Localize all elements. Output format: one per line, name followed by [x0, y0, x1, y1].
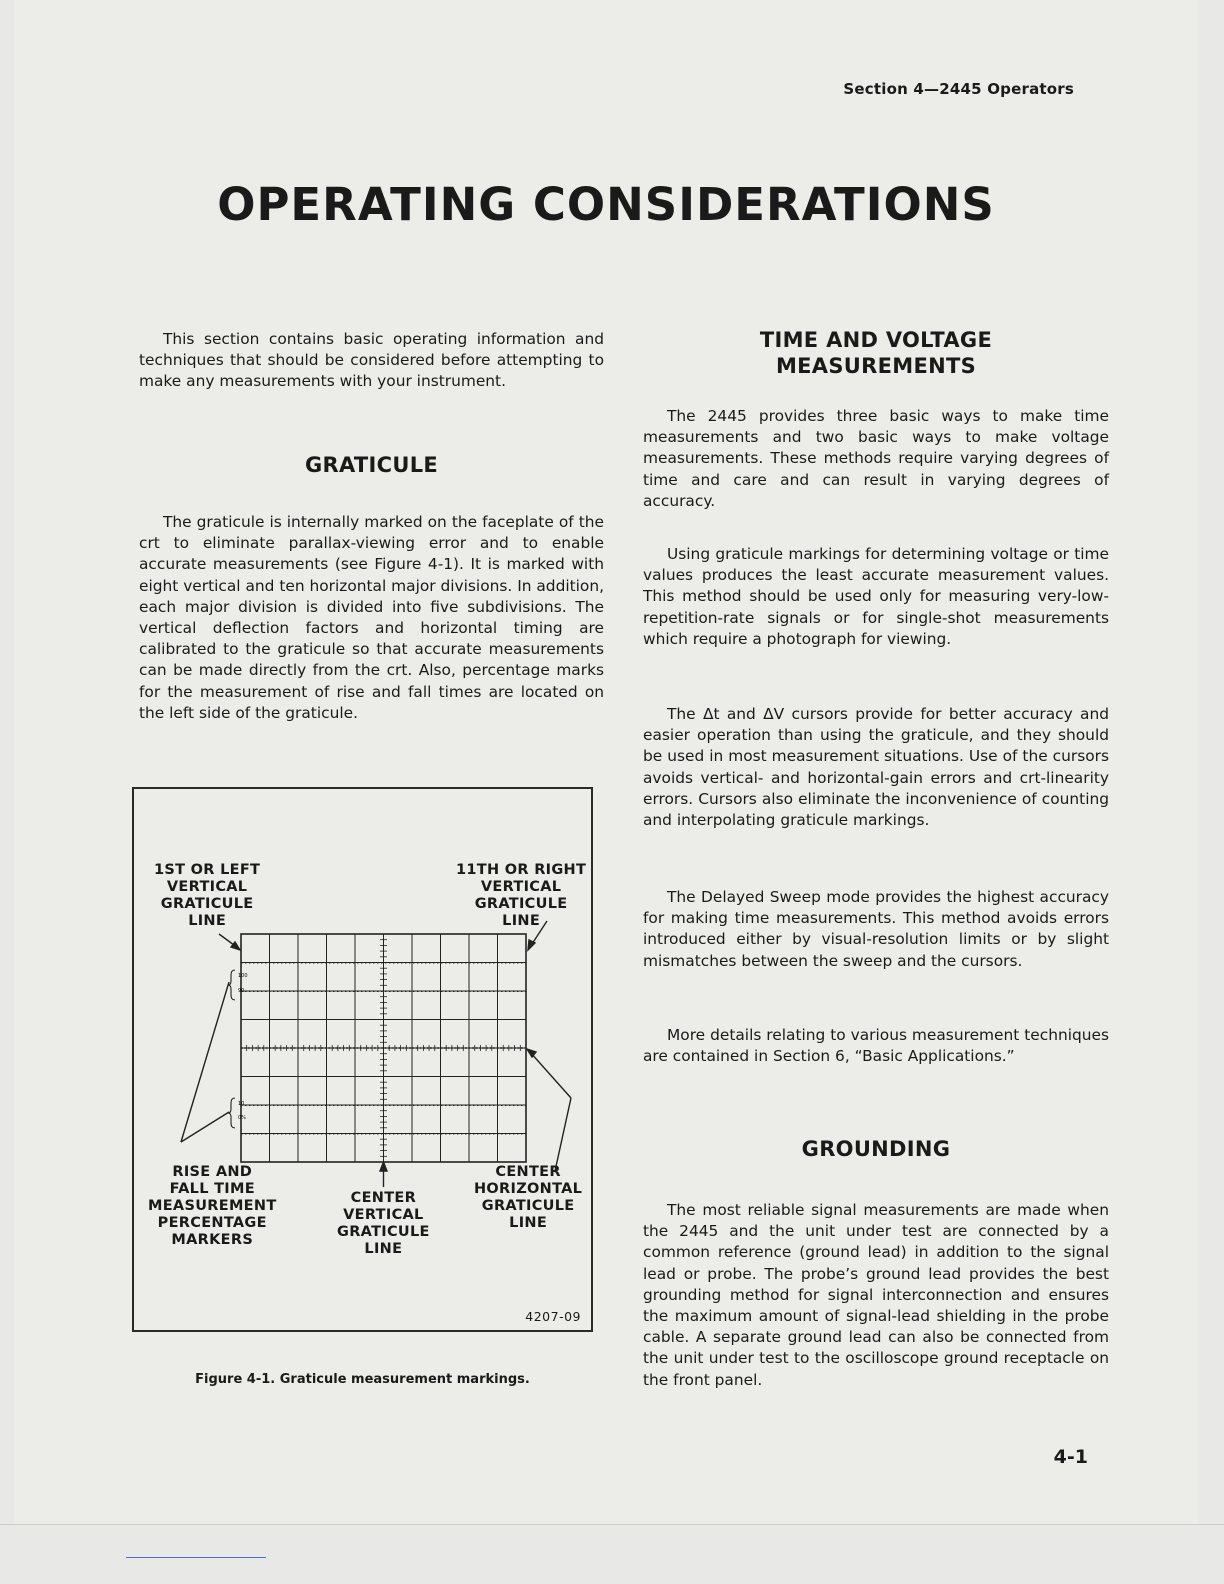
time-voltage-heading: TIME AND VOLTAGE MEASUREMENTS [759, 328, 993, 378]
grounding-heading: GROUNDING [801, 1137, 951, 1161]
graticule-figure [132, 787, 593, 1332]
arrowhead-center-horizontal [527, 1049, 536, 1057]
time-voltage-paragraph-3: The Δt and ΔV cursors provide for better accuracy and easier operation than using the graticule, and they should be used in most measurement situations. Use of the cursors avoids vertical- and horizontal-gain errors and crt-linearity errors. Cursors also eliminate the inconvenience of counting and interpolating graticule markings. [643, 705, 1109, 830]
leader-rise-fall-top [181, 982, 229, 1142]
section-header: Section 4—2445 Operators [843, 80, 1074, 98]
page-title: OPERATING CONSIDERATIONS [217, 178, 995, 231]
link-underline [126, 1557, 266, 1558]
time-voltage-paragraph-5: More details relating to various measurement techniques are contained in Section 6, “Basic Applications.” [643, 1026, 1109, 1066]
percent-mark-100: 100 [238, 973, 248, 979]
time-voltage-paragraph-4: The Delayed Sweep mode provides the highest accuracy for making time measurements. This method avoids errors introduced either by visual-resolution limits or by slight mismatches between the sweep and the cursors. [643, 888, 1109, 970]
label-center-horizontal-line: CENTER HORIZONTAL GRATICULE LINE [474, 1164, 583, 1231]
graticule-heading: GRATICULE [304, 453, 439, 477]
graticule-paragraph: The graticule is internally marked on the faceplate of the crt to eliminate parallax-viewing error and to enable accurate measurements (see Figure 4-1). It is marked with eight vertical and ten horizontal major divisions. In addition, each major division is divided into five subdivisions. The vertical deflection factors and horizontal timing are calibrated to the graticule so that accurate measurements can be made directly from the crt. Also, percentage marks for the measurement of rise and fall times are located on the left side of the graticule. [139, 513, 604, 722]
percent-mark-0: 0% [238, 1115, 246, 1121]
percentage-brace-top [228, 970, 235, 1000]
document-page [14, 0, 1198, 1524]
leader-center-horizontal-a [555, 1098, 571, 1171]
percent-mark-90: 90 [238, 988, 245, 994]
leader-center-horizontal-b [530, 1052, 571, 1098]
grounding-paragraph: The most reliable signal measurements are made when the 2445 and the unit under test are connected by a common reference (ground lead) in addition to the signal lead or probe. The probe’s ground lead provides the best grounding method for signal interconnection and ensures the maximum amount of signal-lead shielding in the probe cable. A separate ground lead can also be connected from the unit under test to the oscilloscope ground receptacle on the front panel. [643, 1201, 1109, 1389]
label-right-vertical-line: 11TH OR RIGHT VERTICAL GRATICULE LINE [456, 862, 587, 929]
page-number: 4-1 [1053, 1446, 1088, 1468]
label-rise-fall-markers: RISE AND FALL TIME MEASUREMENT PERCENTAGE MARKERS [148, 1164, 277, 1248]
arrowhead-center-vertical [380, 1162, 387, 1171]
figure-number: 4207-09 [525, 1309, 581, 1324]
percentage-brace-bottom [228, 1098, 235, 1128]
label-center-vertical-line: CENTER VERTICAL GRATICULE LINE [337, 1190, 430, 1257]
page-bottom-edge [0, 1524, 1224, 1525]
intro-paragraph: This section contains basic operating information and techniques that should be considered before attempting to make any measurements with your instrument. [139, 330, 604, 391]
label-left-vertical-line: 1ST OR LEFT VERTICAL GRATICULE LINE [154, 862, 261, 929]
figure-caption: Figure 4-1. Graticule measurement markings. [195, 1372, 530, 1387]
time-voltage-paragraph-2: Using graticule markings for determining voltage or time values produces the least accurate measurement values. This method should be used only for measuring very-low-repetition-rate signals or for single-shot measurements which require a photograph for viewing. [643, 545, 1109, 648]
time-voltage-paragraph-1: The 2445 provides three basic ways to make time measurements and two basic ways to make voltage measurements. These methods require varying degrees of time and care and can result in varying degrees of accuracy. [643, 407, 1109, 510]
percent-mark-10: 10 [238, 1101, 245, 1107]
